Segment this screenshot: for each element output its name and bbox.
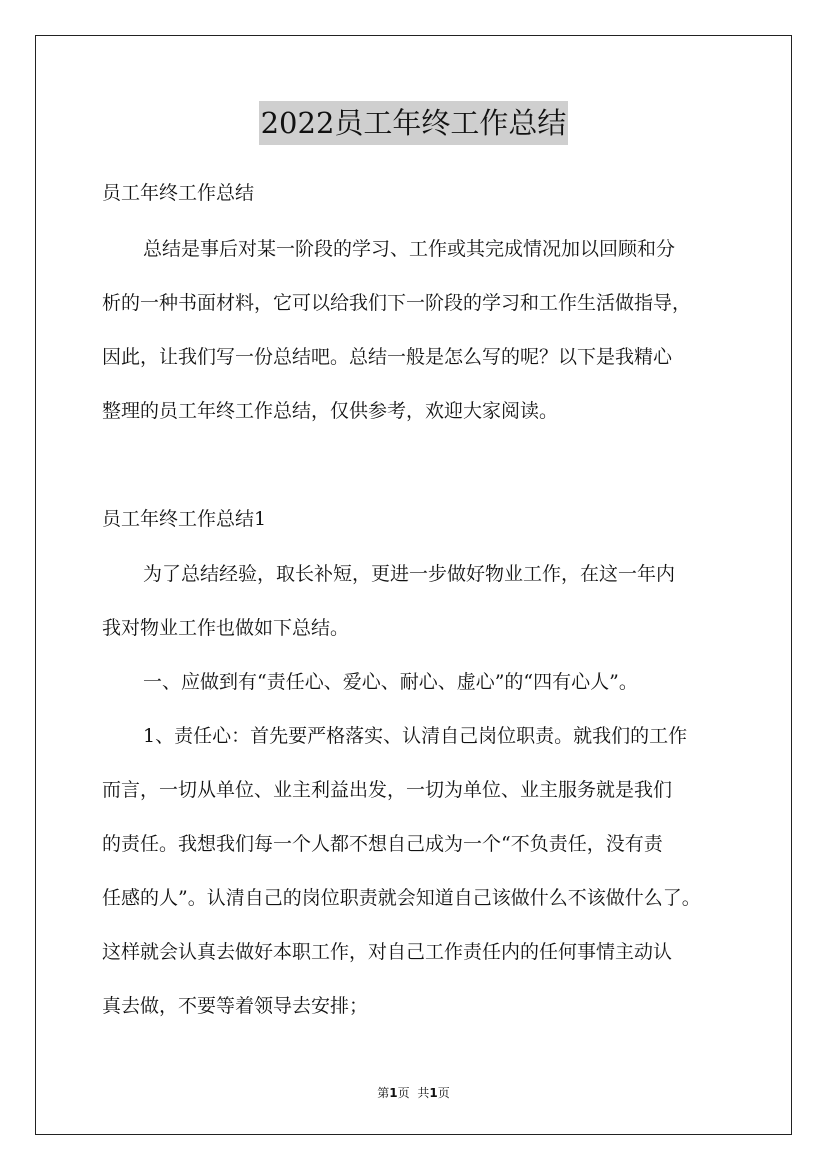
page-prefix: 第 [377, 1086, 390, 1100]
total-suffix: 页 [437, 1086, 450, 1100]
page-number: 1 [389, 1086, 398, 1100]
page-suffix: 页 [397, 1086, 410, 1100]
body-line: 任感的人”。认清自己的岗位职责就会知道自己该做什么不该做什么了。 [102, 887, 701, 909]
body-line: 析的一种书面材料，它可以给我们下一阶段的学习和工作生活做指导， [102, 292, 692, 314]
section-heading: 员工年终工作总结1 [102, 508, 267, 530]
body-line: 这样就会认真去做好本职工作，对自己工作责任内的任何事情主动认 [102, 941, 673, 963]
body-line: 1、责任心：首先要严格落实、认清自己岗位职责。就我们的工作 [143, 725, 688, 747]
body-line: 的责任。我想我们每一个人都不想自己成为一个“不负责任，没有责 [102, 833, 663, 855]
title-block [0, 101, 827, 145]
body-line: 我对物业工作也做如下总结。 [102, 617, 350, 639]
subtitle-line: 员工年终工作总结 [102, 182, 255, 204]
body-line: 为了总结经验，取长补短，更进一步做好物业工作，在这一年内 [143, 563, 676, 585]
document-title: 2022员工年终工作总结 [259, 101, 569, 145]
body-line: 而言，一切从单位、业主利益出发，一切为单位、业主服务就是我们 [102, 779, 673, 801]
total-prefix: 共 [417, 1086, 430, 1100]
body-line: 真去做，不要等着领导去安排； [102, 995, 369, 1017]
total-pages: 1 [429, 1086, 438, 1100]
body-line: 总结是事后对某一阶段的学习、工作或其完成情况加以回顾和分 [143, 238, 676, 260]
page-footer [0, 1085, 827, 1101]
body-line: 整理的员工年终工作总结，仅供参考，欢迎大家阅读。 [102, 400, 559, 422]
body-line: 因此，让我们写一份总结吧。总结一般是怎么写的呢？以下是我精心 [102, 346, 673, 368]
body-line: 一、应做到有“责任心、爱心、耐心、虚心”的“四有心人”。 [143, 671, 638, 693]
